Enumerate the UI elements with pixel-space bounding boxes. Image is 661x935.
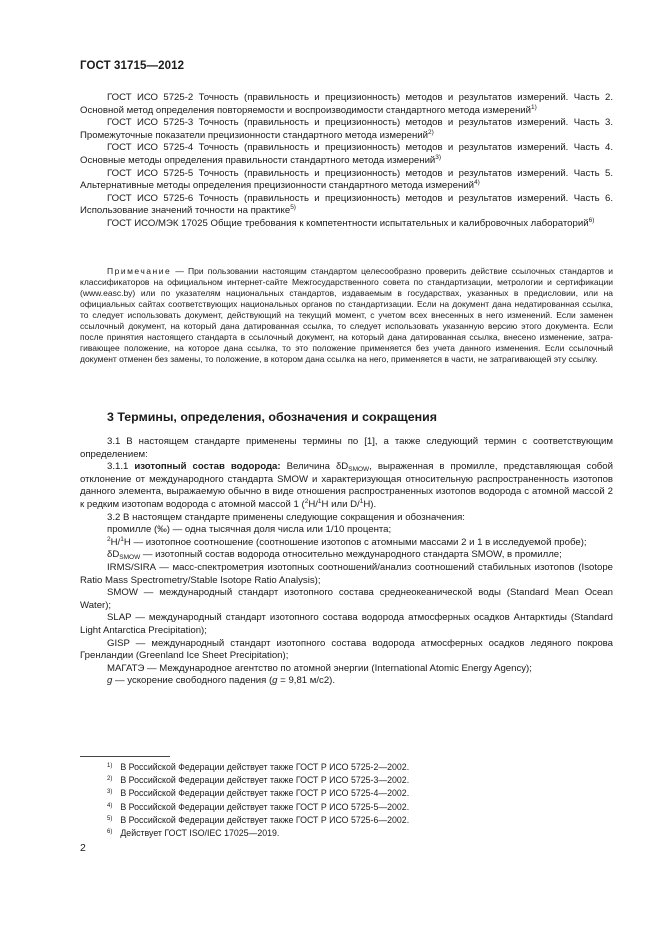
- reference-item: ГОСТ ИСО 5725-2 Точность (правильность и прецизионность) методов и результатов измерений. Часть 2. Основной метод определения повторяемости и воспроизводимости стандартного метода измерений$^{1)}$: [80, 92, 613, 116]
- reference-item: ГОСТ ИСО/МЭК 17025 Общие требования к компетентности испытательных и калибровочных лабораторий$^{6)}$: [107, 216, 595, 229]
- paragraph-3-1: 3.1 В настоящем стандарте применены термины по [1], а также следующий термин с соответствующим определением:: [80, 436, 613, 460]
- footnote: $^{4)}$ В Российской Федерации действует также ГОСТ Р ИСО 5725-5—2002.: [107, 801, 410, 812]
- reference-item: ГОСТ ИСО 5725-3 Точность (правильность и прецизионность) методов и результатов измерений. Часть 3. Промежуточные показатели прецизионности стандартного метода измерений$^{2)}$: [80, 117, 613, 141]
- normative-references: [80, 92, 613, 231]
- terms-section: [80, 436, 613, 688]
- footnotes: [107, 761, 409, 840]
- footnote-divider: [80, 756, 170, 757]
- footnote: $^{2)}$ В Российской Федерации действует также ГОСТ Р ИСО 5725-3—2002.: [107, 775, 410, 786]
- abbr-slap: SLAP — международный стандарт изотопного состава водорода атмосферных осадков Антарктиды (Standard Light Antarctica Precipitation);: [80, 612, 613, 636]
- footnote: $^{3)}$ В Российской Федерации действует также ГОСТ Р ИСО 5725-4—2002.: [107, 788, 410, 799]
- abbr-delta: $\delta D_{SMOW}$ — изотопный состав водорода относительно международного стандарта SMOW, в промилле;: [107, 549, 562, 562]
- note-label: Примечание: [107, 266, 172, 276]
- footnote: $^{1)}$ В Российской Федерации действует также ГОСТ Р ИСО 5725-2—2002.: [107, 762, 410, 772]
- section-title: 3 Термины, определения, обозначения и сокращения: [107, 410, 437, 424]
- abbr-smow: SMOW — международный стандарт изотопного состава среднеокеанической воды (Standard Mean Ocean Water);: [80, 587, 613, 611]
- abbr-permille: промилле (‰) — одна тысячная доля числа или 1/10 процента;: [107, 524, 392, 536]
- abbr-gisp: GISP — международный стандарт изотопного состава водорода атмосферных осадков ледяного покрова Гренландии (Greenland Ice Sheet Precipitation);: [80, 637, 613, 662]
- note-block: [80, 266, 613, 365]
- note-text: — При пользовании настоящим стандартом целесообразно проверить действие ссылочных стандартов и классификаторов на официальном интернет-сайте Межгосударственного совета по стандартизации, метрологии и сертификации (www.easc.by) или по указателям национальных стандартов, издаваемым в государствах, указанных в предисловии, или на официальных сайтах соответствующих национальных органов по стандартизации. Если на документ дана недатированная ссылка, то следует использовать документ, действующий на текущий момент, с учетом всех внесенных в него изменений. Если заменен ссылочный документ, на который дана датированная ссылка, то следует использовать указанную версию этого документа. Если после принятия настоящего стандарта в ссылочный документ, на который дана датированная ссылка, внесено изменение, затрагивающее положение, на которое дана ссылка, то это положение применяется без учета данного изменения. Если ссылочный документ отменен без замены, то положение, в котором дана ссылка на него, применяется в части, не затрагивающей эту ссылку.: [80, 266, 613, 364]
- abbr-g: g — ускорение свободного падения (g = 9,81 м/с2).: [107, 675, 336, 687]
- paragraph-3-2: 3.2 В настоящем стандарте применены следующие сокращения и обозначения:: [107, 511, 465, 523]
- abbr-ratio: $^2$H/$^1$H — изотопное соотношение (соотношение изотопов с атомными массами 2 и 1 в исследуемой пробе);: [107, 535, 587, 548]
- reference-item: ГОСТ ИСО 5725-6 Точность (правильность и прецизионность) методов и результатов измерений. Часть 6. Использование значений точности на практике$^{5)}$: [80, 192, 613, 217]
- abbr-magate: МАГАТЭ — Международное агентство по атомной энергии (International Atomic Energy Agency);: [107, 662, 532, 674]
- footnote: $^{6)}$ Действует ГОСТ ISO/IEC 17025—2019.: [107, 828, 280, 839]
- abbr-irms: IRMS/SIRA — масс-спектрометрия изотопных соотношений/анализ соотношений стабильных изотопов (Isotope Ratio Mass Spectrometry/Stable Isotope Ratio Analysis);: [80, 561, 613, 586]
- term-name: изотопный состав водорода:: [134, 461, 281, 473]
- term-3-1-1: 3.1.1 изотопный состав водорода: Величина $\delta D_{SMOW}$, выраженная в промилле, представляющая собой отклонение от международного стандарта SMOW и характеризующая относительную распространенность изотопов данного элемента, выражаемую обычно в виде отношения распространенных изотопов водорода с атомной массой 2 к редким изотопам водорода с атомной массой 1 ($^2$H/$^1$H или D/$^1$H).: [80, 461, 613, 510]
- reference-item: ГОСТ ИСО 5725-4 Точность (правильность и прецизионность) методов и результатов измерений. Часть 4. Основные методы определения правильности стандартного метода измерений$^{3)}$: [80, 142, 613, 166]
- page-number: 2: [80, 842, 86, 854]
- footnote: $^{5)}$ В Российской Федерации действует также ГОСТ Р ИСО 5725-6—2002.: [107, 814, 410, 825]
- reference-item: ГОСТ ИСО 5725-5 Точность (правильность и прецизионность) методов и результатов измерений. Часть 5. Альтернативные методы определения прецизионности стандартного метода измерений$^{4)}$: [80, 167, 613, 192]
- page-header: ГОСТ 31715—2012: [80, 60, 185, 72]
